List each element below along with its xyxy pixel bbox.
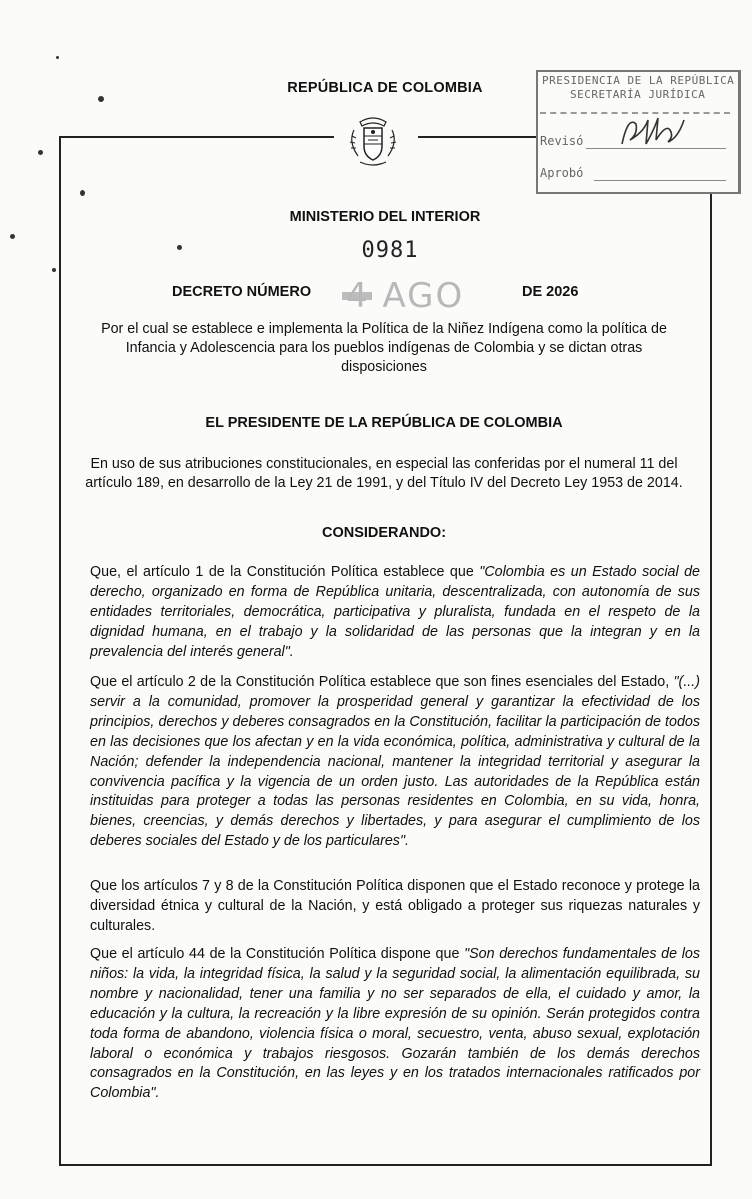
scan-speck [38, 150, 43, 155]
paragraph-lead: Que los artículos 7 y 8 de la Constitución Política disponen que el Estado reconoce y protege la diversidad étnica y cultural de la Nación, y está obligado a proteger sus riquezas naturales y culturales. [90, 878, 700, 934]
paragraph-lead: Que, el artículo 1 de la Constitución Política establece que [90, 564, 480, 580]
scan-speck [177, 245, 182, 250]
ministry-title: MINISTERIO DEL INTERIOR [289, 209, 481, 225]
stamp-line-2: SECRETARÍA JURÍDICA [570, 88, 706, 101]
frame-line [59, 1164, 712, 1166]
review-stamp [530, 66, 740, 194]
scan-speck [98, 96, 104, 102]
scan-speck [80, 190, 85, 196]
decree-year: DE 2026 [522, 284, 579, 300]
decree-label: DECRETO NÚMERO [172, 284, 312, 300]
considerando-paragraph [90, 673, 700, 852]
date-stamp: 4 AGO [346, 276, 465, 316]
signature-icon [618, 110, 688, 150]
paragraph-lead: Que el artículo 44 de la Constitución Política dispone que [90, 946, 465, 962]
scan-speck [56, 56, 59, 59]
stamp-aprobo-line [594, 180, 726, 181]
decree-subject: Por el cual se establece e implementa la Política de la Niñez Indígena como la política de Infancia y Adolescencia para los pueblos indígenas de Colombia y se dictan otras disposiciones [101, 321, 667, 375]
considerando-paragraph [90, 563, 700, 663]
considerando-paragraph [90, 945, 700, 1104]
stamp-line-1: PRESIDENCIA DE LA REPÚBLICA [542, 74, 735, 87]
coat-of-arms-icon [340, 112, 406, 170]
scan-speck [52, 268, 56, 272]
frame-line [418, 136, 538, 138]
frame-line [59, 136, 334, 138]
republic-title: REPÚBLICA DE COLOMBIA [287, 80, 483, 96]
frame-line [710, 192, 712, 1166]
paragraph-lead: Que el artículo 2 de la Constitución Política establece que son fines esenciales del Estado, [90, 674, 674, 690]
frame-line [59, 136, 61, 1166]
president-heading: EL PRESIDENTE DE LA REPÚBLICA DE COLOMBIA [205, 415, 563, 431]
decree-number: 0981 [361, 238, 419, 263]
scan-speck [10, 234, 15, 239]
stamp-reviso-label: Revisó [540, 134, 584, 148]
attributions-text: En uso de sus atribuciones constitucionales, en especial las conferidas por el numeral 11 del artículo 189, en desarrollo de la Ley 21 de 1991, y del Título IV del Decreto Ley 1953 de 2014. [85, 456, 683, 491]
considerando-paragraph [90, 877, 700, 937]
stamp-aprobo-label: Aprobó [540, 166, 584, 180]
paragraph-quote: "(...) servir a la comunidad, promover la prosperidad general y garantizar la efectividad de los principios, derechos y deberes consagrados en la Constitución, facilitar la participación de todos en las decisiones que los afectan y en la vida económica, política, administrativa y cultural de la Nación; defender la independencia nacional, mantener la integridad territorial y asegurar la convivencia pacífica y la vigencia de un orden justo. Las autoridades de la República están instituidas para proteger a todas las personas residentes en Colombia, en su vida, honra, bienes, creencias, y demás derechos y libertades, y para asegurar el cumplimiento de los deberes sociales del Estado y de los particulares". [90, 674, 700, 850]
considerando-heading: CONSIDERANDO: [321, 525, 447, 541]
paragraph-quote: "Son derechos fundamentales de los niños: la vida, la integridad física, la salud y la seguridad social, la alimentación equilibrada, su nombre y nacionalidad, tener una familia y no ser separados de ella, el cuidado y amor, la educación y la cultura, la recreación y la libre expresión de su opinión. Serán protegidos contra toda forma de abandono, violencia física o moral, secuestro, venta, abuso sexual, explotación laboral o económica y trabajos riesgosos. Gozarán también de los demás derechos consagrados en la Constitución, en las leyes y en los tratados internacionales ratificados por Colombia". [90, 946, 700, 1102]
paragraph-quote: "Colombia es un Estado social de derecho, organizado en forma de República unitaria, descentralizada, con autonomía de sus entidades territoriales, democrática, participativa y pluralista, fundada en el respeto de la dignidad humana, en el trabajo y la solidaridad de las personas que la integran y en la prevalencia del interés general". [90, 564, 701, 660]
